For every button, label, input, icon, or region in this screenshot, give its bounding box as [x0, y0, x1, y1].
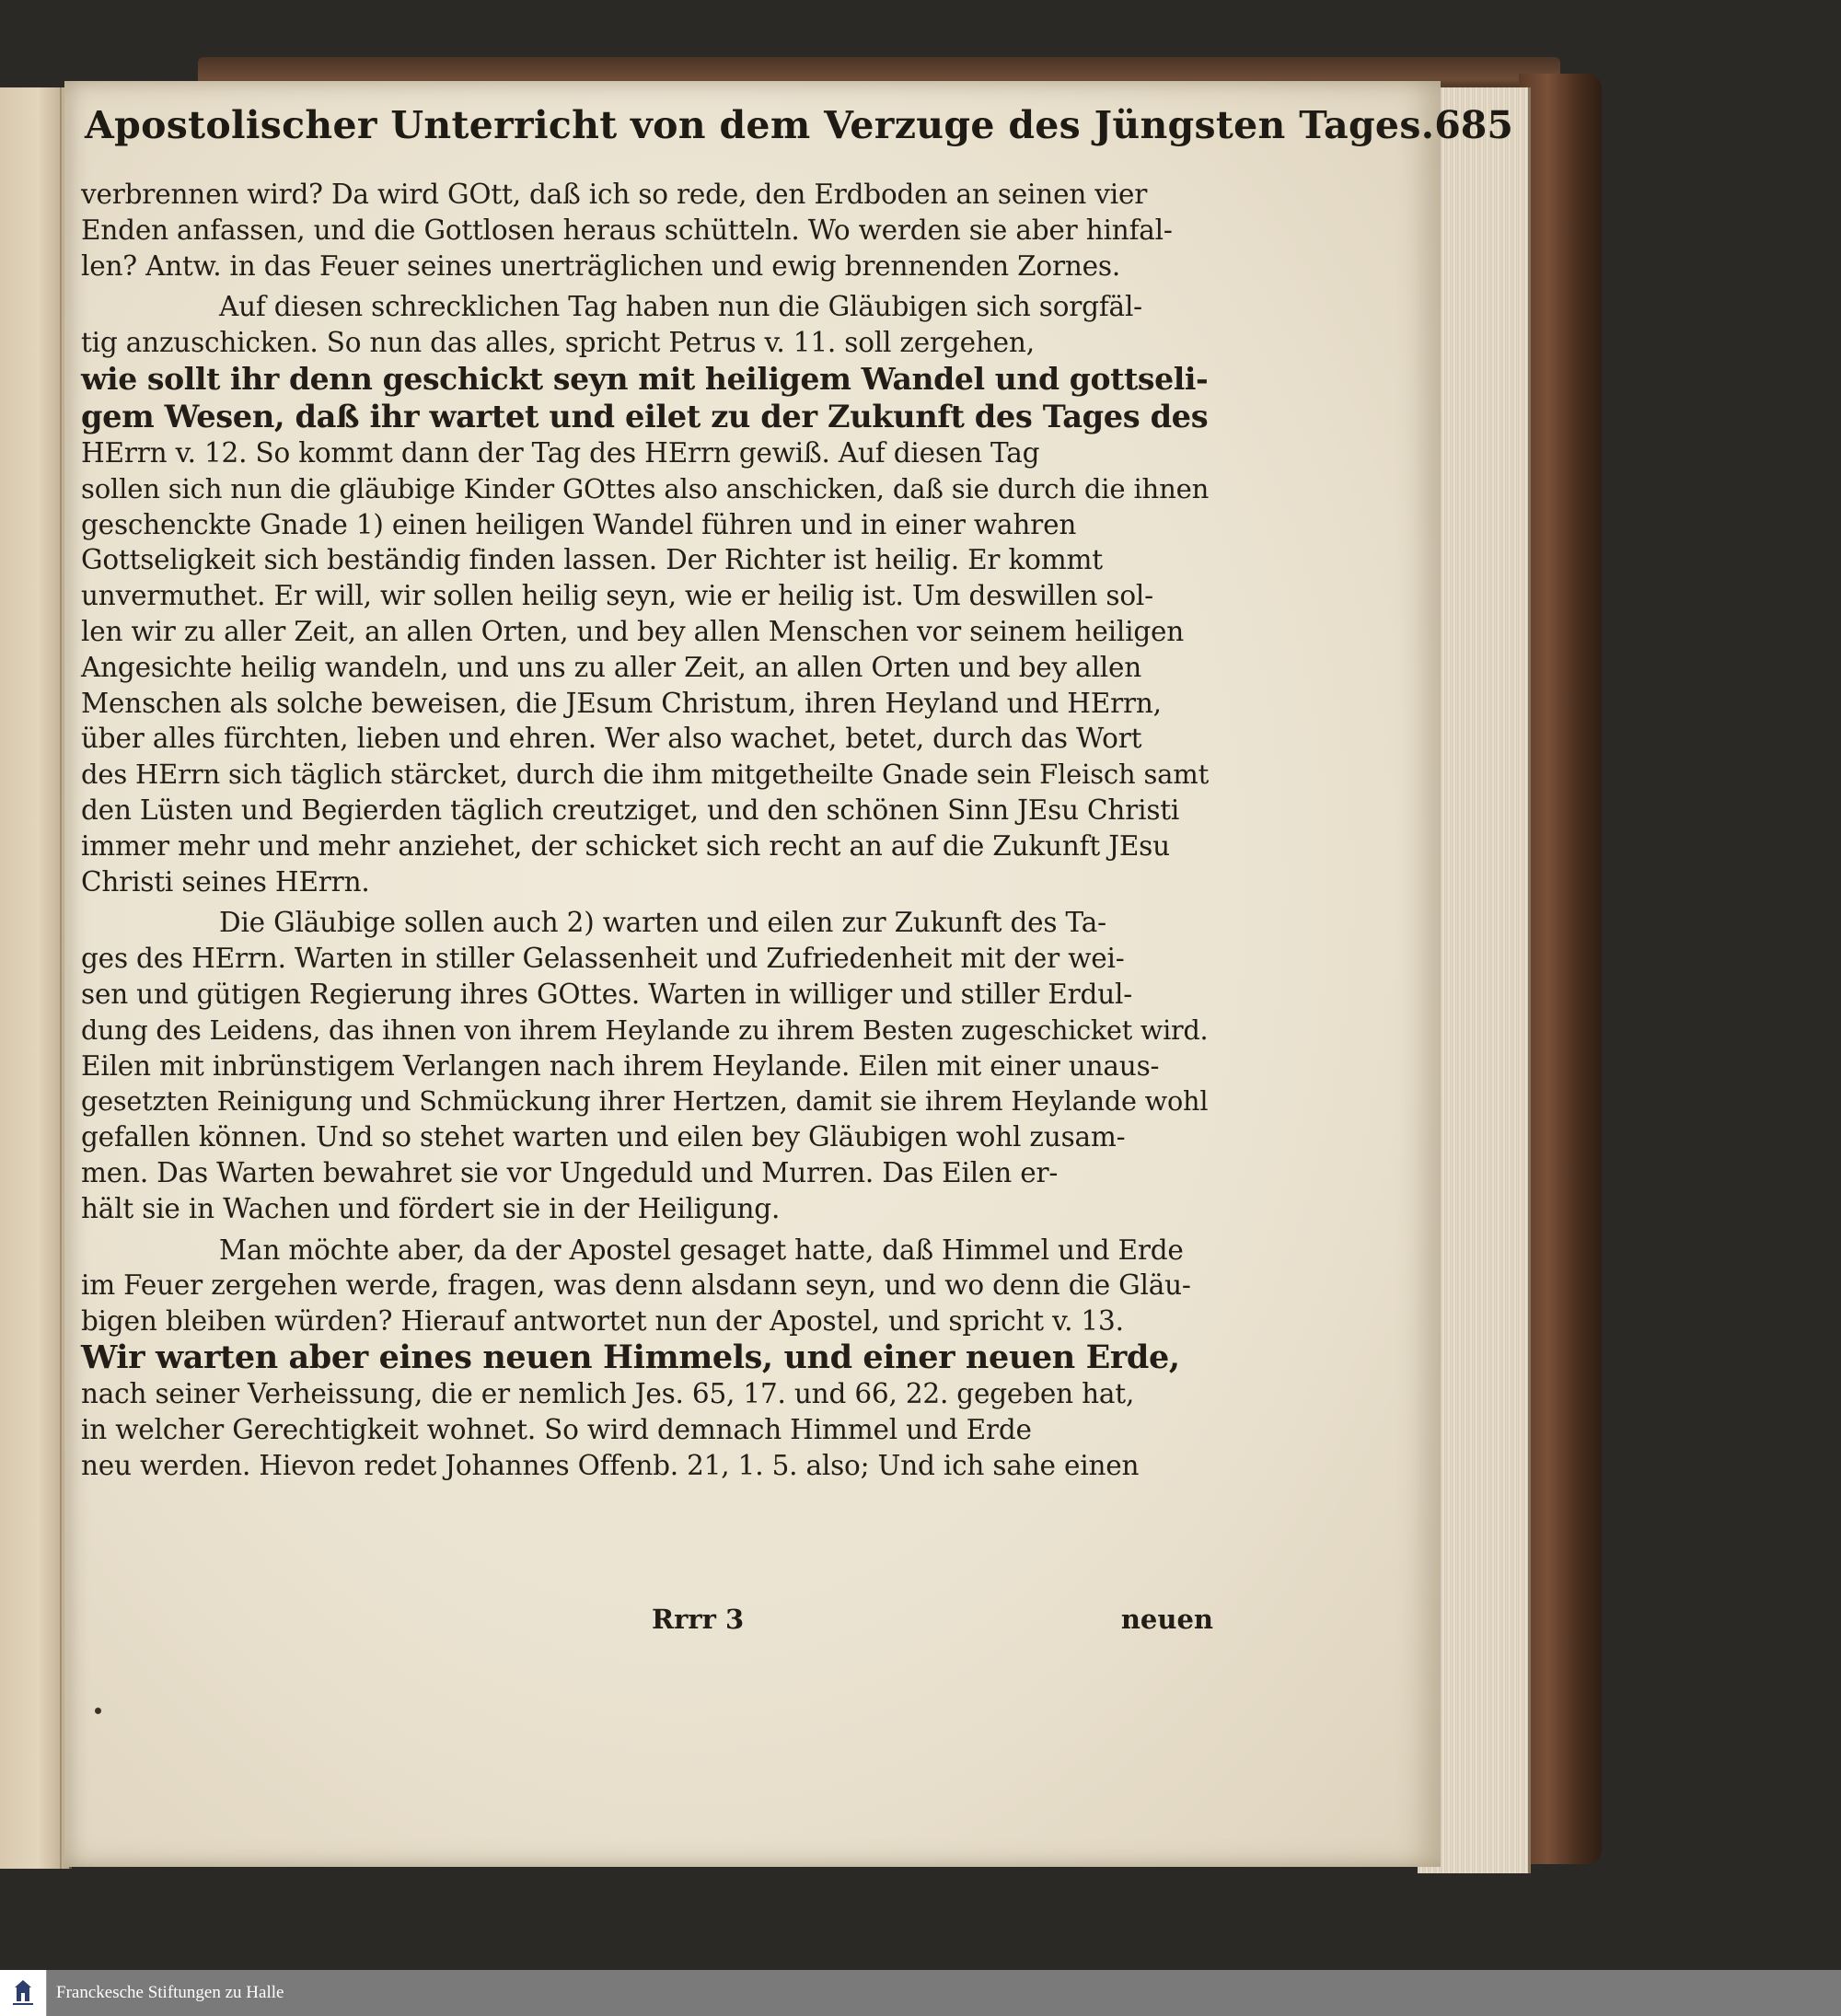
text-line: in welcher Gerechtigkeit wohnet. So wird demnach Himmel und Erde [81, 1414, 1032, 1446]
text-line: men. Das Warten bewahret sie vor Ungeduld und Murren. Das Eilen er- [81, 1156, 1059, 1188]
text-line: sollen sich nun die gläubige Kinder GOttes also anschicken, daß sie durch die ihnen [81, 472, 1210, 504]
text-line: len? Antw. in das Feuer seines unerträglichen und ewig brennenden Zornes. [81, 249, 1121, 282]
text-line: des HErrn sich täglich stärcket, durch die ihm mitgetheilte Gnade sein Fleisch samt [81, 759, 1210, 791]
text-line: dung des Leidens, das ihnen von ihrem Heylande zu ihrem Besten zugeschicket wird. [81, 1014, 1209, 1046]
ink-spot [95, 1708, 101, 1714]
text-line: Enden anfassen, und die Gottlosen heraus schütteln. Wo werden sie aber hinfal- [81, 214, 1173, 246]
text-line: Man möchte aber, da der Apostel gesaget hatte, daß Himmel und Erde [219, 1234, 1184, 1266]
text-line: Angesichte heilig wandeln, und uns zu aller Zeit, an allen Orten und bey allen [81, 651, 1142, 683]
signature-mark: Rrrr 3 [652, 1604, 745, 1635]
footer-bar [0, 1970, 1841, 2016]
text-line: wie sollt ihr denn geschickt seyn mit heiligem Wandel und gottseli- [81, 360, 1209, 397]
text-line: gem Wesen, daß ihr wartet und eilet zu der Zukunft des Tages des [81, 398, 1209, 435]
text-line: neu werden. Hievon redet Johannes Offenb. 21, 1. 5. also; Und ich sahe einen [81, 1450, 1140, 1481]
text-line: unvermuthet. Er will, wir sollen heilig seyn, wie er heilig ist. Um deswillen sol- [81, 580, 1153, 612]
building-icon [7, 1977, 39, 2009]
text-line: gefallen können. Und so stehet warten und eilen bey Gläubigen wohl zusam- [81, 1121, 1126, 1153]
text-line: gesetzten Reinigung und Schmückung ihrer Hertzen, damit sie ihrem Heylande wohl [81, 1085, 1209, 1118]
header-title: Apostolischer Unterricht von dem Verzuge des Jüngsten Tages. [85, 103, 1435, 147]
text-line: den Lüsten und Begierden täglich creutziget, und den schönen Sinn JEsu Christi [81, 794, 1180, 826]
text-line: Gottseligkeit sich beständig finden lassen. Der Richter ist heilig. Er kommt [81, 544, 1103, 576]
text-line: im Feuer zergehen werde, fragen, was denn alsdann seyn, und wo denn die Gläu- [81, 1269, 1191, 1302]
text-line: HErrn v. 12. So kommt dann der Tag des HErrn gewiß. Auf diesen Tag [81, 436, 1040, 469]
body-text [81, 177, 1215, 1484]
institution-name[interactable]: Franckesche Stiftungen zu Halle [56, 1983, 284, 2002]
text-line: nach seiner Verheissung, die er nemlich Jes. 65, 17. und 66, 22. gegeben hat, [81, 1378, 1135, 1410]
running-header [85, 103, 1513, 147]
text-line: tig anzuschicken. So nun das alles, spricht Petrus v. 11. soll zergehen, [81, 327, 1035, 359]
text-line: Die Gläubige sollen auch 2) warten und eilen zur Zukunft des Ta- [219, 907, 1106, 939]
franckesche-stiftungen-logo[interactable] [0, 1970, 47, 2016]
text-line: ges des HErrn. Warten in stiller Gelassenheit und Zufriedenheit mit der wei- [81, 943, 1125, 975]
text-line: Eilen mit inbrünstigem Verlangen nach ihrem Heylande. Eilen mit einer unaus- [81, 1049, 1160, 1082]
page-number: 685 [1434, 103, 1513, 147]
page-footer [81, 1604, 1213, 1635]
text-line: hält sie in Wachen und fördert sie in der Heiligung. [81, 1192, 781, 1224]
text-line: über alles fürchten, lieben und ehren. Wer also wachet, betet, durch das Wort [81, 723, 1142, 755]
catchword: neuen [1120, 1604, 1213, 1635]
book-cover-spine [1519, 74, 1602, 1864]
text-line: Wir warten aber eines neuen Himmels, und einer neuen Erde, [81, 1338, 1180, 1376]
previous-page-edge [0, 87, 72, 1869]
text-line: Christi seines HErrn. [81, 865, 370, 898]
text-line: len wir zu aller Zeit, an allen Orten, und bey allen Menschen vor seinem heiligen [81, 615, 1185, 647]
text-line: geschenckte Gnade 1) einen heiligen Wandel führen und in einer wahren [81, 508, 1077, 540]
text-line: bigen bleiben würden? Hierauf antwortet nun der Apostel, und spricht v. 13. [81, 1305, 1124, 1338]
text-line: verbrennen wird? Da wird GOtt, daß ich so rede, den Erdboden an seinen vier [81, 179, 1148, 210]
text-line: immer mehr und mehr anziehet, der schicket sich recht an auf die Zukunft JEsu [81, 829, 1170, 862]
text-line: Menschen als solche beweisen, die JEsum Christum, ihren Heyland und HErrn, [81, 687, 1162, 719]
text-line: sen und gütigen Regierung ihres GOttes. Warten in williger und stiller Erdul- [81, 978, 1133, 1010]
text-line: Auf diesen schrecklichen Tag haben nun die Gläubigen sich sorgfäl- [219, 291, 1142, 323]
